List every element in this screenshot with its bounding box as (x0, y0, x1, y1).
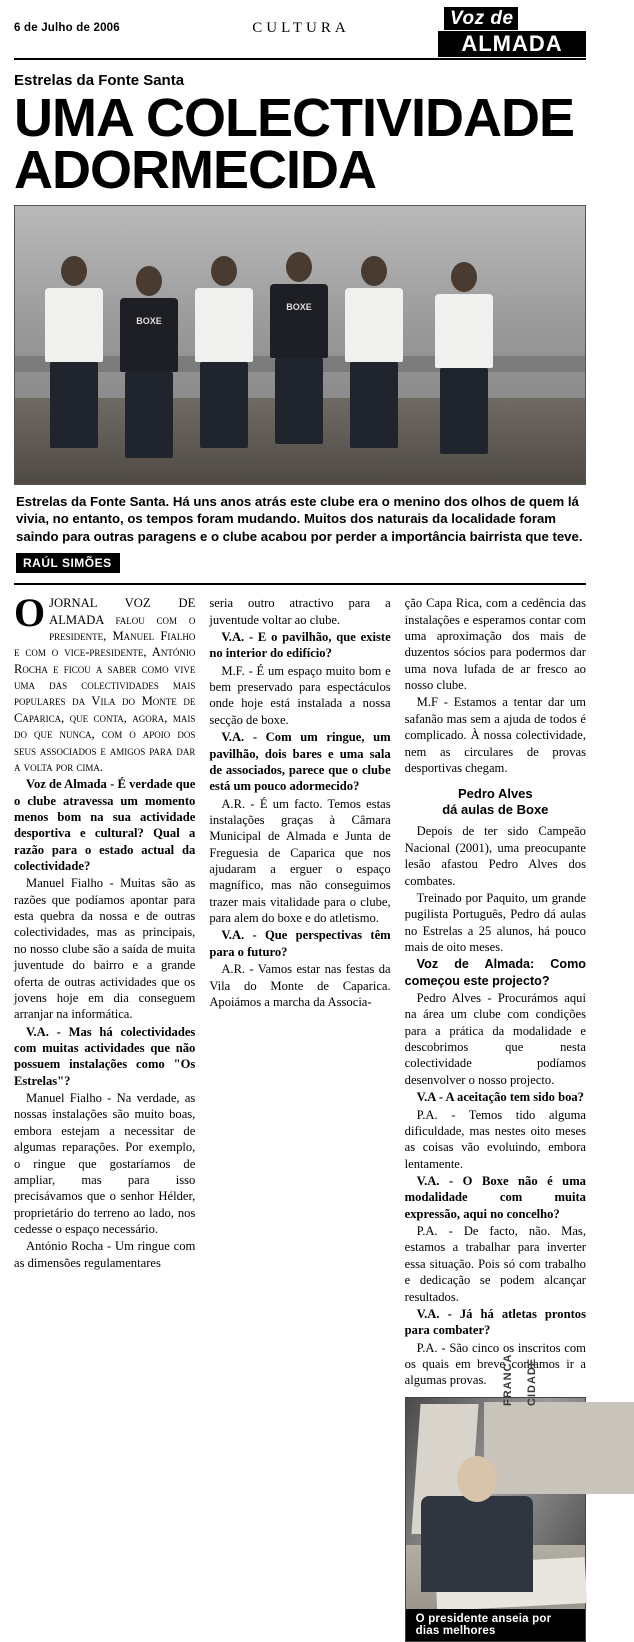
column-2 (209, 595, 390, 1641)
article-body (14, 590, 586, 1641)
section-title: CULTURA (252, 20, 350, 36)
paragraph: Treinado por Paquito, um grande pugilista Português, Pedro dá aulas no Estrelas a 25 alunos, há pouco mais de oito meses. (404, 890, 586, 954)
question: Voz de Almada - É verdade que o clube atravessa um momento menos bom na sua actividade desportiva e cultural? Qual a razão para o estado actual da colectividade? (14, 777, 196, 874)
logo-voz-text: Voz de (444, 7, 518, 30)
question: V.A. - Mas há colectividades com muitas actividades que não possuem instalações como "Os Estrelas"? (14, 1024, 196, 1088)
answer: M.F - Estamos a tentar dar um safanão mas sem a ajuda de todos é complicado. À nossa colectividade, nem as circulares de provas desportivas chegam. (404, 695, 586, 775)
masthead (14, 7, 586, 60)
answer: A.R. - É um facto. Temos estas instalações graças à Câmara Municipal de Almada e Junta de Freguesia de Caparica que nos ajudaram a erguer o espaço magnífico, mas não conseguimos trazer mais vitalidade para o clube, para alem do boxe e do atletismo. (209, 796, 391, 926)
banner-word-1: CIDADE (525, 1357, 538, 1406)
question: V.A. - O Boxe não é uma modalidade com muita expressão, aqui no concelho? (404, 1173, 586, 1221)
continued-paragraph: ção Capa Rica, com a cedência das instalações e esperamos contar com uma aproximação dos mais de duzentos sócios para podermos dar uma nova lufada de ar fresco ao nosso clube. (404, 596, 586, 693)
photo-person-head (457, 1456, 497, 1502)
lead-caption: Estrelas da Fonte Santa. Há uns anos atrás este clube era o menino dos olhos de quem lá vivia, no entanto, os tempos foram mudando. Muitos dos naturais da localidade foram saindo para outras paragens e o clube acabou por perder a importância bairrista que teve. (16, 493, 583, 544)
intro-paragraph (14, 590, 196, 775)
lead-photo (14, 205, 586, 485)
photo-person-body (421, 1496, 533, 1592)
column-3 (405, 595, 586, 1641)
photo-person (120, 266, 178, 458)
answer: Manuel Fialho - Na verdade, as nossas instalações são muito boas, embora estejam a necessitar de algumas reparações. Por exemplo, o ringue que gostaríamos de ampliar, mas para isso precisávamos que o senhor Hélder, proprietário do terreno ao lado, nos cedesse o espaço necessário. (14, 1091, 196, 1236)
answer: P.A. - Temos tido alguma dificuldade, mas nestes oito meses as coisas vão evoluindo, embora lentamente. (404, 1107, 586, 1171)
page-title (14, 88, 586, 200)
column-1 (14, 590, 196, 1641)
photo-person (45, 256, 103, 448)
newspaper-logo (438, 7, 586, 56)
lead-caption-box (14, 485, 586, 586)
continued-paragraph: seria outro atractivo para a juventude voltar ao clube. (209, 596, 391, 627)
intro-text: JORNAL VOZ DE ALMADA falou com o presidente, Manuel Fialho e com o vice-presidente, António Rocha e ficou a saber como vive uma das colectividades mais populares da Vila do Monte de Caparica, que conta, agora, mais do que nunca, com o apoio dos seus associados e amigos para dar a volta por cima. (14, 596, 196, 774)
article-kicker: Estrelas da Fonte Santa (14, 72, 185, 89)
question: V.A. - Que perspectivas têm para o futuro? (209, 928, 391, 959)
bottom-photo-caption: O presidente anseia por dias melhores (406, 1609, 585, 1641)
headline-line-1: UMA COLECTIVIDADE (14, 88, 574, 148)
answer: A.R. - Vamos estar nas festas da Vila do Monte de Caparica. Apoiámos a marcha da Associa- (209, 962, 391, 1009)
subheading-line-2: dá aulas de Boxe (442, 801, 549, 817)
answer: Manuel Fialho - Muitas são as razões que podíamos apontar para esta quebra da nossa e de outras colectividades, mas as principais, no nosso clube são a saída de muita juventude do bairro e a grande oferta de outras actividades que os jovens hoje em dia conseguem arranjar na informática. (14, 876, 196, 1022)
banner-word-2: FRANCA (501, 1353, 514, 1406)
answer: P.A. - São cinco os inscritos com os quais em breve contamos ir a algumas provas. (404, 1340, 586, 1388)
answer: Pedro Alves - Procurámos aqui na área um clube com condições para a prática da modalidade e descobrimos que nesta colectividade podíamos desenvolver o nosso projecto. (404, 991, 586, 1087)
star-icon: ★ (562, 10, 576, 26)
headline-line-2: ADORMECIDA (14, 139, 376, 200)
author-byline: RAÚL SIMÕES (16, 553, 120, 573)
answer: António Rocha - Um ringue com as dimensões regulamentares (14, 1239, 196, 1270)
section-subheading (405, 786, 586, 817)
question: Voz de Almada: Como começou este projecto? (404, 957, 586, 988)
logo-almada-text: ALMADA (438, 30, 586, 57)
question: V.A. - E o pavilhão, que existe no interior do edifício? (209, 630, 391, 661)
publication-date: 6 de Julho de 2006 (14, 22, 120, 34)
answer: M.F. - É um espaço muito bom e bem preservado para espectáculos onde hoje está instalada a nossa secção de boxe. (209, 663, 391, 727)
photo-banner (484, 1402, 634, 1494)
shirt-label: BOXE (286, 301, 312, 312)
photo-person (195, 256, 253, 448)
paragraph: Depois de ter sido Campeão Nacional (2001), uma preocupante lesão afastou Pedro Alves dos combates. (404, 824, 586, 888)
question: V.A - A aceitação tem sido boa? (416, 1090, 584, 1105)
question: V.A. - Já há atletas prontos para combater? (404, 1306, 586, 1338)
photo-person (435, 262, 493, 454)
shirt-label: BOXE (136, 315, 162, 326)
photo-person (270, 252, 328, 444)
answer: P.A. - De facto, não. Mas, estamos a trabalhar para inverter essa situação. Pois só com trabalho e dedicação se podem alcançar resultados. (404, 1224, 586, 1304)
drop-cap: O (14, 590, 46, 636)
subheading-line-1: Pedro Alves (457, 786, 533, 802)
photo-person (345, 256, 403, 448)
question: V.A. - Com um ringue, um pavilhão, dois bares e uma sala de associados, parece que o clube está um pouco adormecido? (209, 730, 391, 794)
